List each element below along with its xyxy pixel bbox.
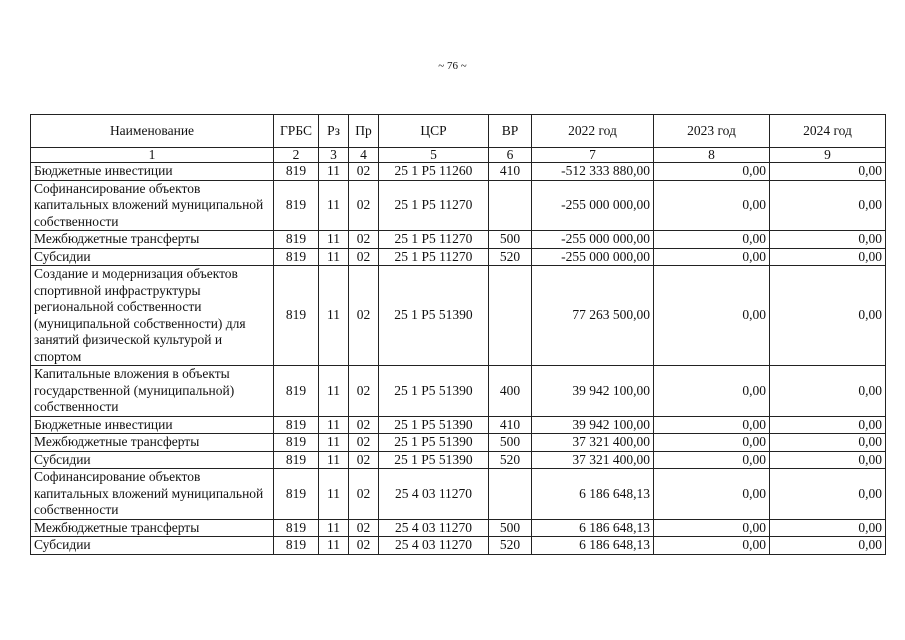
row-name: Межбюджетные трансферты [31, 434, 274, 452]
row-name: Межбюджетные трансферты [31, 231, 274, 249]
row-csr: 25 1 P5 11270 [379, 248, 489, 266]
row-amount-2024: 0,00 [770, 537, 886, 555]
row-amount-2024: 0,00 [770, 180, 886, 231]
row-amount-2023: 0,00 [654, 469, 770, 520]
column-number: 1 [31, 148, 274, 163]
row-name: Создание и модернизация объектов спортивной инфраструктуры региональной собственности (муниципальной собственности) для занятий физической культурой и спортом [31, 266, 274, 366]
table-row [31, 248, 886, 266]
row-rz: 11 [319, 451, 349, 469]
column-header: Рз [319, 115, 349, 148]
row-csr: 25 1 P5 51390 [379, 451, 489, 469]
row-csr: 25 4 03 11270 [379, 537, 489, 555]
page-number: ~ 76 ~ [438, 60, 467, 72]
row-amount-2022: -255 000 000,00 [532, 180, 654, 231]
row-grbs: 819 [274, 469, 319, 520]
row-vr: 520 [489, 248, 532, 266]
row-rz: 11 [319, 537, 349, 555]
row-amount-2022: -512 333 880,00 [532, 163, 654, 181]
row-pr: 02 [349, 451, 379, 469]
row-rz: 11 [319, 248, 349, 266]
row-grbs: 819 [274, 248, 319, 266]
row-amount-2024: 0,00 [770, 266, 886, 366]
row-amount-2023: 0,00 [654, 434, 770, 452]
row-vr: 410 [489, 163, 532, 181]
row-pr: 02 [349, 180, 379, 231]
table-row [31, 163, 886, 181]
row-pr: 02 [349, 537, 379, 555]
row-rz: 11 [319, 519, 349, 537]
row-rz: 11 [319, 366, 349, 417]
row-grbs: 819 [274, 519, 319, 537]
column-number: 5 [379, 148, 489, 163]
table-row [31, 366, 886, 417]
row-rz: 11 [319, 231, 349, 249]
row-csr: 25 1 P5 51390 [379, 434, 489, 452]
table-row [31, 434, 886, 452]
column-header: 2024 год [770, 115, 886, 148]
row-grbs: 819 [274, 266, 319, 366]
table-row [31, 231, 886, 249]
row-vr [489, 180, 532, 231]
table-row [31, 469, 886, 520]
row-grbs: 819 [274, 231, 319, 249]
row-csr: 25 1 P5 11270 [379, 180, 489, 231]
row-amount-2022: -255 000 000,00 [532, 231, 654, 249]
row-name: Межбюджетные трансферты [31, 519, 274, 537]
table-body [31, 163, 886, 555]
column-number: 2 [274, 148, 319, 163]
row-amount-2023: 0,00 [654, 519, 770, 537]
column-header: 2022 год [532, 115, 654, 148]
row-grbs: 819 [274, 537, 319, 555]
row-name: Бюджетные инвестиции [31, 163, 274, 181]
row-pr: 02 [349, 248, 379, 266]
row-grbs: 819 [274, 434, 319, 452]
column-header: ГРБС [274, 115, 319, 148]
row-pr: 02 [349, 519, 379, 537]
row-vr: 410 [489, 416, 532, 434]
row-amount-2022: 39 942 100,00 [532, 366, 654, 417]
row-amount-2023: 0,00 [654, 266, 770, 366]
row-grbs: 819 [274, 366, 319, 417]
row-name: Софинансирование объектов капитальных вложений муниципальной собственности [31, 469, 274, 520]
row-grbs: 819 [274, 451, 319, 469]
row-amount-2023: 0,00 [654, 416, 770, 434]
row-vr: 500 [489, 434, 532, 452]
table-row [31, 519, 886, 537]
row-vr [489, 469, 532, 520]
row-rz: 11 [319, 469, 349, 520]
row-amount-2022: 77 263 500,00 [532, 266, 654, 366]
row-amount-2022: 39 942 100,00 [532, 416, 654, 434]
table-row [31, 266, 886, 366]
table-row [31, 180, 886, 231]
row-name: Субсидии [31, 248, 274, 266]
row-name: Софинансирование объектов капитальных вложений муниципальной собственности [31, 180, 274, 231]
row-grbs: 819 [274, 163, 319, 181]
table-row [31, 416, 886, 434]
row-csr: 25 4 03 11270 [379, 519, 489, 537]
column-number: 4 [349, 148, 379, 163]
row-amount-2024: 0,00 [770, 416, 886, 434]
row-amount-2022: 6 186 648,13 [532, 519, 654, 537]
row-pr: 02 [349, 416, 379, 434]
row-vr: 500 [489, 231, 532, 249]
row-amount-2023: 0,00 [654, 537, 770, 555]
row-amount-2024: 0,00 [770, 434, 886, 452]
row-amount-2022: 37 321 400,00 [532, 451, 654, 469]
column-header: 2023 год [654, 115, 770, 148]
row-rz: 11 [319, 163, 349, 181]
row-pr: 02 [349, 434, 379, 452]
row-name: Субсидии [31, 537, 274, 555]
row-amount-2024: 0,00 [770, 469, 886, 520]
column-number: 7 [532, 148, 654, 163]
column-number-row [31, 148, 886, 163]
row-rz: 11 [319, 180, 349, 231]
column-header: Наименование [31, 115, 274, 148]
row-pr: 02 [349, 469, 379, 520]
row-name: Капитальные вложения в объекты государственной (муниципальной) собственности [31, 366, 274, 417]
row-rz: 11 [319, 416, 349, 434]
row-amount-2024: 0,00 [770, 366, 886, 417]
row-amount-2022: 6 186 648,13 [532, 469, 654, 520]
row-amount-2023: 0,00 [654, 366, 770, 417]
row-amount-2022: 37 321 400,00 [532, 434, 654, 452]
row-grbs: 819 [274, 180, 319, 231]
row-amount-2024: 0,00 [770, 163, 886, 181]
row-csr: 25 4 03 11270 [379, 469, 489, 520]
column-number: 9 [770, 148, 886, 163]
row-vr [489, 266, 532, 366]
column-number: 6 [489, 148, 532, 163]
row-grbs: 819 [274, 416, 319, 434]
table-row [31, 537, 886, 555]
row-vr: 520 [489, 537, 532, 555]
column-number: 8 [654, 148, 770, 163]
row-vr: 500 [489, 519, 532, 537]
row-amount-2024: 0,00 [770, 519, 886, 537]
row-amount-2023: 0,00 [654, 163, 770, 181]
row-pr: 02 [349, 231, 379, 249]
budget-table [30, 114, 886, 555]
row-amount-2023: 0,00 [654, 248, 770, 266]
row-amount-2023: 0,00 [654, 231, 770, 249]
row-pr: 02 [349, 266, 379, 366]
column-number: 3 [319, 148, 349, 163]
row-rz: 11 [319, 266, 349, 366]
row-name: Бюджетные инвестиции [31, 416, 274, 434]
row-csr: 25 1 P5 51390 [379, 416, 489, 434]
column-header: ВР [489, 115, 532, 148]
row-rz: 11 [319, 434, 349, 452]
row-name: Субсидии [31, 451, 274, 469]
row-csr: 25 1 P5 11260 [379, 163, 489, 181]
row-pr: 02 [349, 366, 379, 417]
row-amount-2023: 0,00 [654, 451, 770, 469]
row-vr: 400 [489, 366, 532, 417]
row-pr: 02 [349, 163, 379, 181]
row-csr: 25 1 P5 11270 [379, 231, 489, 249]
table-row [31, 451, 886, 469]
row-amount-2022: -255 000 000,00 [532, 248, 654, 266]
row-amount-2023: 0,00 [654, 180, 770, 231]
header-row [31, 115, 886, 148]
column-header: Пр [349, 115, 379, 148]
column-header: ЦСР [379, 115, 489, 148]
row-vr: 520 [489, 451, 532, 469]
row-amount-2024: 0,00 [770, 231, 886, 249]
row-amount-2024: 0,00 [770, 451, 886, 469]
row-csr: 25 1 P5 51390 [379, 366, 489, 417]
row-amount-2022: 6 186 648,13 [532, 537, 654, 555]
row-amount-2024: 0,00 [770, 248, 886, 266]
row-csr: 25 1 P5 51390 [379, 266, 489, 366]
